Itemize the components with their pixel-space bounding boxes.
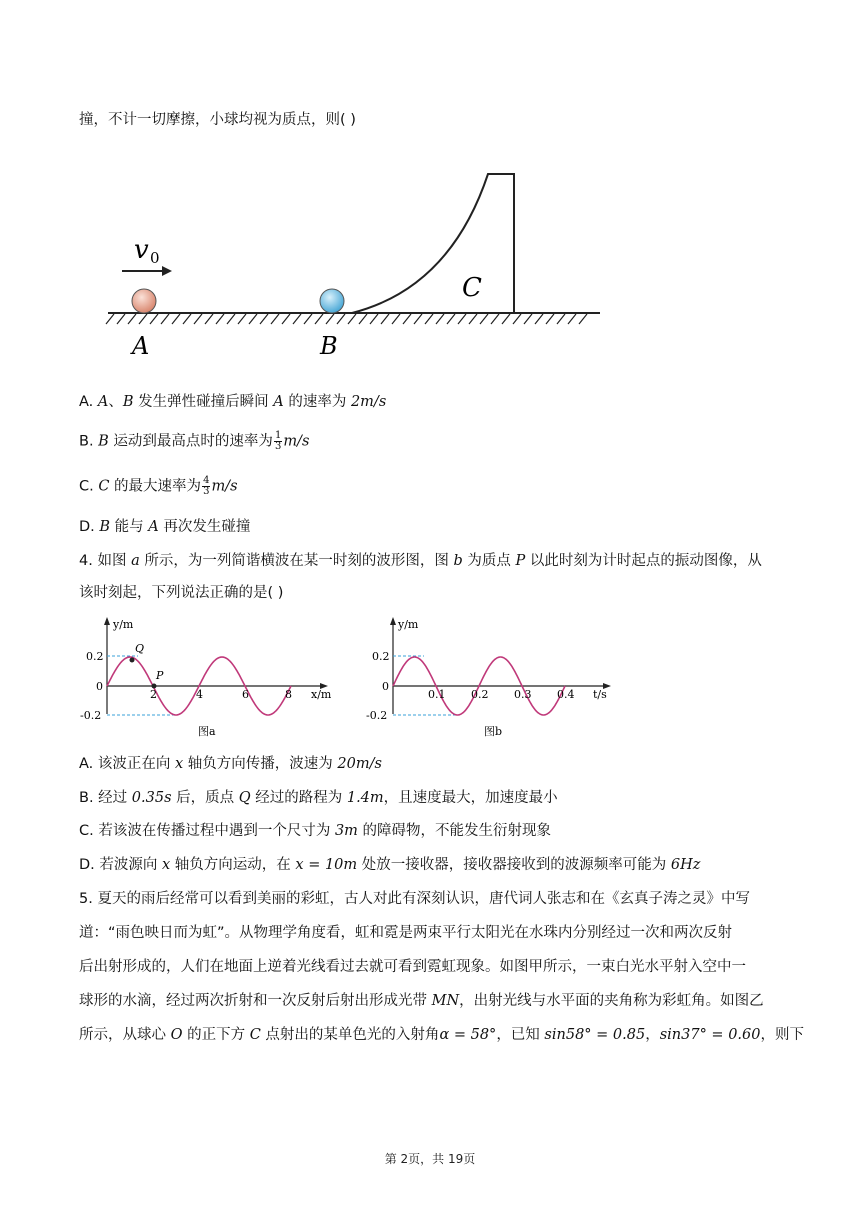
point-p-label: P [156, 669, 164, 682]
y-tick: -0.2 [80, 709, 102, 722]
q4-option-d: D. 若波源向 x 轴负方向运动，在 x = 10m 处放一接收器，接收器接收到的波源频率可能为 6Hz [79, 857, 701, 873]
q3-option-c: C. C 的最大速率为 $\frac{4}{3}$ m/s [79, 475, 238, 497]
q4-option-c: C. 若该波在传播过程中遇到一个尺寸为 3m 的障碍物，不能发生衍射现象 [79, 823, 552, 839]
point-q [130, 658, 135, 663]
q4-figure-a [80, 614, 340, 742]
y-tick: 0.2 [372, 650, 390, 663]
ball-b [320, 289, 344, 313]
x-tick: 2 [150, 688, 157, 701]
label-b: B [320, 332, 338, 360]
y-tick: 0.2 [86, 650, 104, 663]
y-tick: 0 [96, 680, 103, 693]
label-a: A [132, 332, 150, 360]
y-axis-label: y/m [113, 618, 134, 631]
t-tick: 0.4 [557, 688, 575, 701]
y-tick: 0 [382, 680, 389, 693]
ground-hatching [106, 314, 587, 324]
q5-stem-line1: 5. 夏天的雨后经常可以看到美丽的彩虹，古人对此有深刻认识，唐代词人张志和在《玄真子涛之灵》中写 [79, 891, 750, 907]
q3-option-a: A. A、B 发生弹性碰撞后瞬间 A 的速率为 2m/s [79, 394, 387, 410]
q3-intro: 撞，不计一切摩擦，小球均视为质点，则( ) [79, 112, 356, 128]
q4-option-b: B. 经过 0.35s 后，质点 Q 经过的路程为 1.4m，且速度最大，加速度最小 [79, 790, 558, 806]
y-tick: -0.2 [366, 709, 388, 722]
fraction: $\frac{4}{3}$ [203, 475, 210, 497]
x-axis-label: t/s [593, 688, 607, 701]
x-tick: 6 [242, 688, 249, 701]
fraction: $\frac{1}{3}$ [274, 430, 282, 452]
q5-stem-line3: 后出射形成的，人们在地面上逆着光线看过去就可看到霓虹现象。如图甲所示，一束白光水平射入空中一 [79, 959, 746, 975]
q5-stem-line2: 道：“雨色映日而为虹”。从物理学角度看，虹和霓是两束平行太阳光在水珠内分别经过一次和两次反射 [79, 925, 733, 941]
figure-caption: 图b [484, 725, 503, 738]
y-axis-label: y/m [398, 618, 419, 631]
label-c: C [462, 273, 482, 303]
q4-figure-b [360, 614, 620, 742]
x-axis-label: x/m [311, 688, 332, 701]
q4-stem-line2: 该时刻起，下列说法正确的是( ) [79, 585, 284, 601]
x-tick: 8 [285, 688, 292, 701]
q4-option-a: A. 该波正在向 x 轴负方向传播，波速为 20m/s [79, 756, 382, 772]
ramp-c [352, 174, 514, 313]
q4-stem-line1: 4. 如图 a 所示，为一列简谐横波在某一时刻的波形图，图 b 为质点 P 以此时刻为计时起点的振动图像，从 [79, 553, 762, 569]
v0-label: v [134, 235, 149, 265]
point-q-label: Q [135, 642, 145, 655]
x-tick: 4 [196, 688, 203, 701]
velocity-arrow-icon [162, 266, 172, 276]
t-tick: 0.2 [471, 688, 489, 701]
ball-a [132, 289, 156, 313]
t-tick: 0.1 [428, 688, 446, 701]
v0-subscript: 0 [150, 249, 160, 267]
q3-option-b: B. B 运动到最高点时的速率为 $\frac{1}{3}$ m/s [79, 430, 310, 452]
page-footer: 第 2页，共 19页 [384, 1152, 476, 1166]
q5-stem-line5: 所示，从球心 O 的正下方 C 点射出的某单色光的入射角α = 58°，已知 sin58° = 0.85，sin37° = 0.60，则下 [79, 1027, 804, 1043]
q3-collision-figure [100, 168, 610, 368]
q5-stem-line4: 球形的水滴，经过两次折射和一次反射后射出形成光带 MN，出射光线与水平面的夹角称为彩虹角。如图乙 [79, 993, 764, 1009]
figure-caption: 图a [198, 725, 216, 738]
q3-option-d: D. B 能与 A 再次发生碰撞 [79, 519, 251, 535]
t-tick: 0.3 [514, 688, 532, 701]
